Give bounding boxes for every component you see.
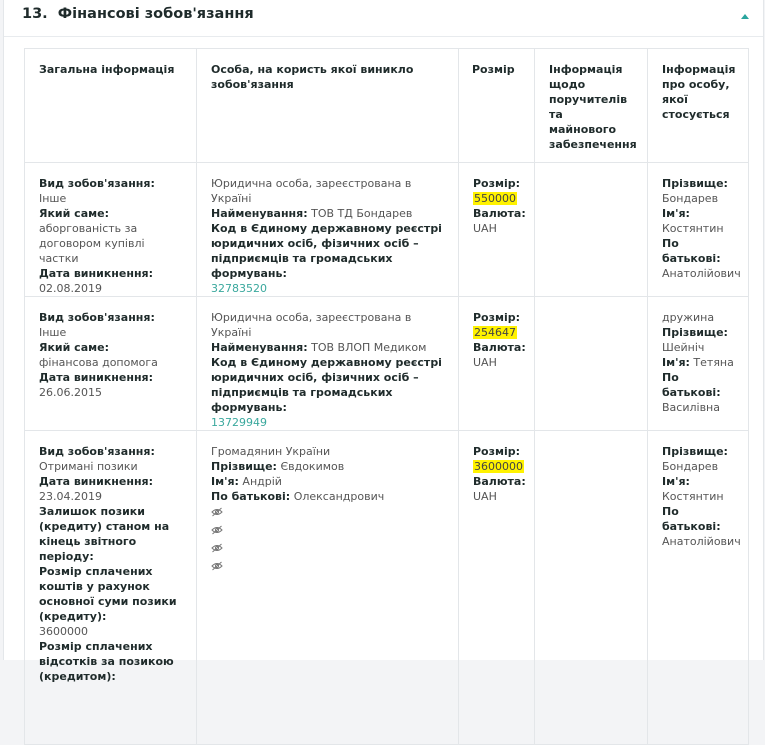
label: Вид зобов'язання: [39, 445, 155, 458]
label: Валюта: [473, 341, 526, 354]
value: Бондарев [662, 192, 719, 205]
label: По батькові: [211, 490, 291, 503]
label: Який саме: [39, 341, 109, 354]
label: Ім'я: [211, 475, 239, 488]
label: Дата виникнення: [39, 475, 154, 488]
value: 26.06.2015 [39, 386, 102, 399]
label: Дата виникнення: [39, 267, 154, 280]
size-cell [459, 163, 535, 297]
value: Анатолійович [662, 267, 741, 280]
table-header-row [25, 49, 749, 163]
value: фінансова допомога [39, 356, 158, 369]
guarantors-cell [535, 431, 648, 745]
column-header: Інформація про особу, якої стосується [648, 49, 749, 163]
eye-off-icon[interactable] [211, 525, 444, 540]
value: дружина [662, 311, 715, 324]
table-row [25, 163, 749, 297]
value: Шейніч [662, 341, 705, 354]
label: Вид зобов'язання: [39, 311, 155, 324]
label: Ім'я: [662, 475, 690, 488]
label: По батькові: [662, 237, 721, 265]
value: Костянтин [662, 222, 724, 235]
label: Розмір сплачених коштів у рахунок основної суми позики (кредиту): [39, 565, 177, 623]
label: Прізвище: [662, 177, 728, 190]
label: Розмір: [473, 445, 521, 458]
column-header: Розмір [459, 49, 535, 163]
obligations-table [24, 48, 749, 745]
column-header: Інформація щодо поручителів та майнового забезпечення [535, 49, 648, 163]
person-cell [648, 297, 749, 431]
value: Юридична особа, зареєстрована в Україні [211, 177, 412, 205]
value: Отримані позики [39, 460, 138, 473]
eye-off-icon[interactable] [211, 507, 444, 522]
edr-code-link[interactable]: 32783520 [211, 282, 267, 295]
label: Прізвище: [662, 326, 728, 339]
creditor-cell [197, 431, 459, 745]
section-header[interactable] [4, 0, 763, 37]
label: Валюта: [473, 207, 526, 220]
creditor-cell [197, 163, 459, 297]
chevron-up-icon[interactable] [741, 14, 749, 19]
label: Прізвище: [211, 460, 277, 473]
value: Василівна [662, 401, 720, 414]
general-info-cell [25, 431, 197, 745]
value: Євдокимов [280, 460, 345, 473]
table-row [25, 431, 749, 745]
value: 3600000 [39, 625, 88, 638]
value: UAH [473, 490, 497, 503]
label: Найменування: [211, 341, 308, 354]
label: По батькові: [662, 505, 721, 533]
eye-off-icon[interactable] [211, 561, 444, 576]
value: UAH [473, 222, 497, 235]
creditor-cell [197, 297, 459, 431]
label: Код в Єдиному державному реєстрі юридичних осіб, фізичних осіб – підприємців та громадських формувань: [211, 356, 442, 414]
label: Розмір: [473, 177, 521, 190]
guarantors-cell [535, 297, 648, 431]
value: аборгованість за договором купівлі частки [39, 222, 145, 265]
column-header: Загальна інформація [25, 49, 197, 163]
person-cell [648, 431, 749, 745]
value: 02.08.2019 [39, 282, 102, 295]
label: Валюта: [473, 475, 526, 488]
value: Олександрович [293, 490, 385, 503]
label: Код в Єдиному державному реєстрі юридичних осіб, фізичних осіб – підприємців та громадських формувань: [211, 222, 442, 280]
general-info-cell [25, 163, 197, 297]
label: По батькові: [662, 371, 721, 399]
table-row [25, 297, 749, 431]
value: Тетяна [693, 356, 734, 369]
value: ТОВ ВЛОП Медиком [311, 341, 427, 354]
eye-off-icon[interactable] [211, 543, 444, 558]
value: Анатолійович [662, 535, 741, 548]
size-value: 254647 [474, 326, 516, 339]
value: Громадянин України [211, 445, 331, 458]
column-header: Особа, на користь якої виникло зобов'язання [197, 49, 459, 163]
label: Прізвище: [662, 445, 728, 458]
value: Бондарев [662, 460, 719, 473]
value: Андрій [242, 475, 282, 488]
label: Розмір сплачених відсотків за позикою (кредитом): [39, 640, 174, 683]
financial-obligations-panel [3, 0, 764, 683]
value: Юридична особа, зареєстрована в Україні [211, 311, 412, 339]
label: Найменування: [211, 207, 308, 220]
edr-code-link[interactable]: 13729949 [211, 416, 267, 429]
label: Залишок позики (кредиту) станом на кінець звітного періоду: [39, 505, 170, 563]
value: Інше [39, 192, 67, 205]
person-cell [648, 163, 749, 297]
label: Вид зобов'язання: [39, 177, 155, 190]
size-cell [459, 431, 535, 745]
label: Розмір: [473, 311, 521, 324]
value: 23.04.2019 [39, 490, 102, 503]
size-value: 550000 [474, 192, 516, 205]
size-cell [459, 297, 535, 431]
value: Інше [39, 326, 67, 339]
section-title: 13. Фінансові зобов'язання [22, 6, 254, 22]
value: UAH [473, 356, 497, 369]
size-value: 3600000 [474, 460, 523, 473]
general-info-cell [25, 297, 197, 431]
label: Ім'я: [662, 356, 690, 369]
label: Дата виникнення: [39, 371, 154, 384]
guarantors-cell [535, 163, 648, 297]
value: Костянтин [662, 490, 724, 503]
label: Ім'я: [662, 207, 690, 220]
value: ТОВ ТД Бондарев [311, 207, 413, 220]
label: Який саме: [39, 207, 109, 220]
